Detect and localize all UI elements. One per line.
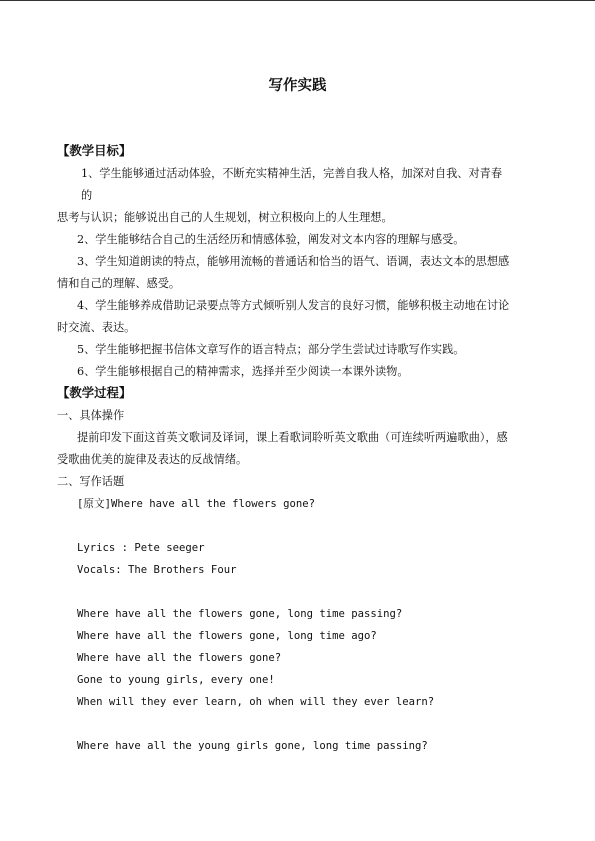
objective-5: 5、学生能够把握书信体文章写作的语言特点；部分学生尝试过诗歌写作实践。 [77, 343, 465, 356]
objective-4-line-1: 4、学生能够养成借助记录要点等方式倾听别人发言的良好习惯，能够积极主动地在讨论 [77, 299, 510, 312]
page-title: 写作实践 [268, 77, 327, 94]
objective-1-line-2: 的 [81, 189, 93, 202]
lyric-line: Where have all the flowers gone, long time ago? [77, 630, 377, 642]
objective-4-line-2: 时交流、表达。 [57, 321, 136, 334]
section-2-title: 二、写作话题 [57, 475, 125, 488]
objective-3-line-2: 情和自己的理解、感受。 [57, 277, 181, 290]
lyric-line: Gone to young girls, every one! [77, 674, 275, 686]
original-song-label: [原文]Where have all the flowers gone? [77, 498, 316, 510]
objective-1-line-1: 1、学生能够通过活动体验，不断充实精神生活，完善自我人格，加深对自我、对青春 [81, 167, 503, 180]
section-1-title: 一、具体操作 [57, 409, 125, 422]
lyric-line: Where have all the flowers gone? [77, 652, 282, 664]
vocals-credit: Vocals: The Brothers Four [77, 564, 237, 576]
lyric-line: Where have all the young girls gone, long time passing? [77, 740, 428, 752]
process-heading: 【教学过程】 [57, 385, 132, 400]
lyric-line: Where have all the flowers gone, long time passing? [77, 608, 403, 620]
lyric-line: When will they ever learn, oh when will they ever learn? [77, 696, 435, 708]
section-1-paragraph-line-2: 受歌曲优美的旋律及表达的反战情绪。 [57, 453, 248, 466]
objective-2: 2、学生能够结合自己的生活经历和情感体验，阐发对文本内容的理解与感受。 [77, 233, 465, 246]
objective-6: 6、学生能够根据自己的精神需求，选择并至少阅读一本课外读物。 [77, 365, 409, 378]
objective-3-line-1: 3、学生知道朗读的特点，能够用流畅的普通话和恰当的语气、语调，表达文本的思想感 [77, 255, 510, 268]
lyrics-credit: Lyrics : Pete seeger [77, 542, 205, 554]
objectives-heading: 【教学目标】 [57, 143, 132, 158]
objective-1-line-3: 思考与认识；能够说出自己的人生规划，树立积极向上的人生理想。 [57, 211, 393, 224]
section-1-paragraph-line-1: 提前印发下面这首英文歌词及译词，课上看歌词聆听英文歌曲（可连续听两遍歌曲），感 [77, 431, 508, 444]
